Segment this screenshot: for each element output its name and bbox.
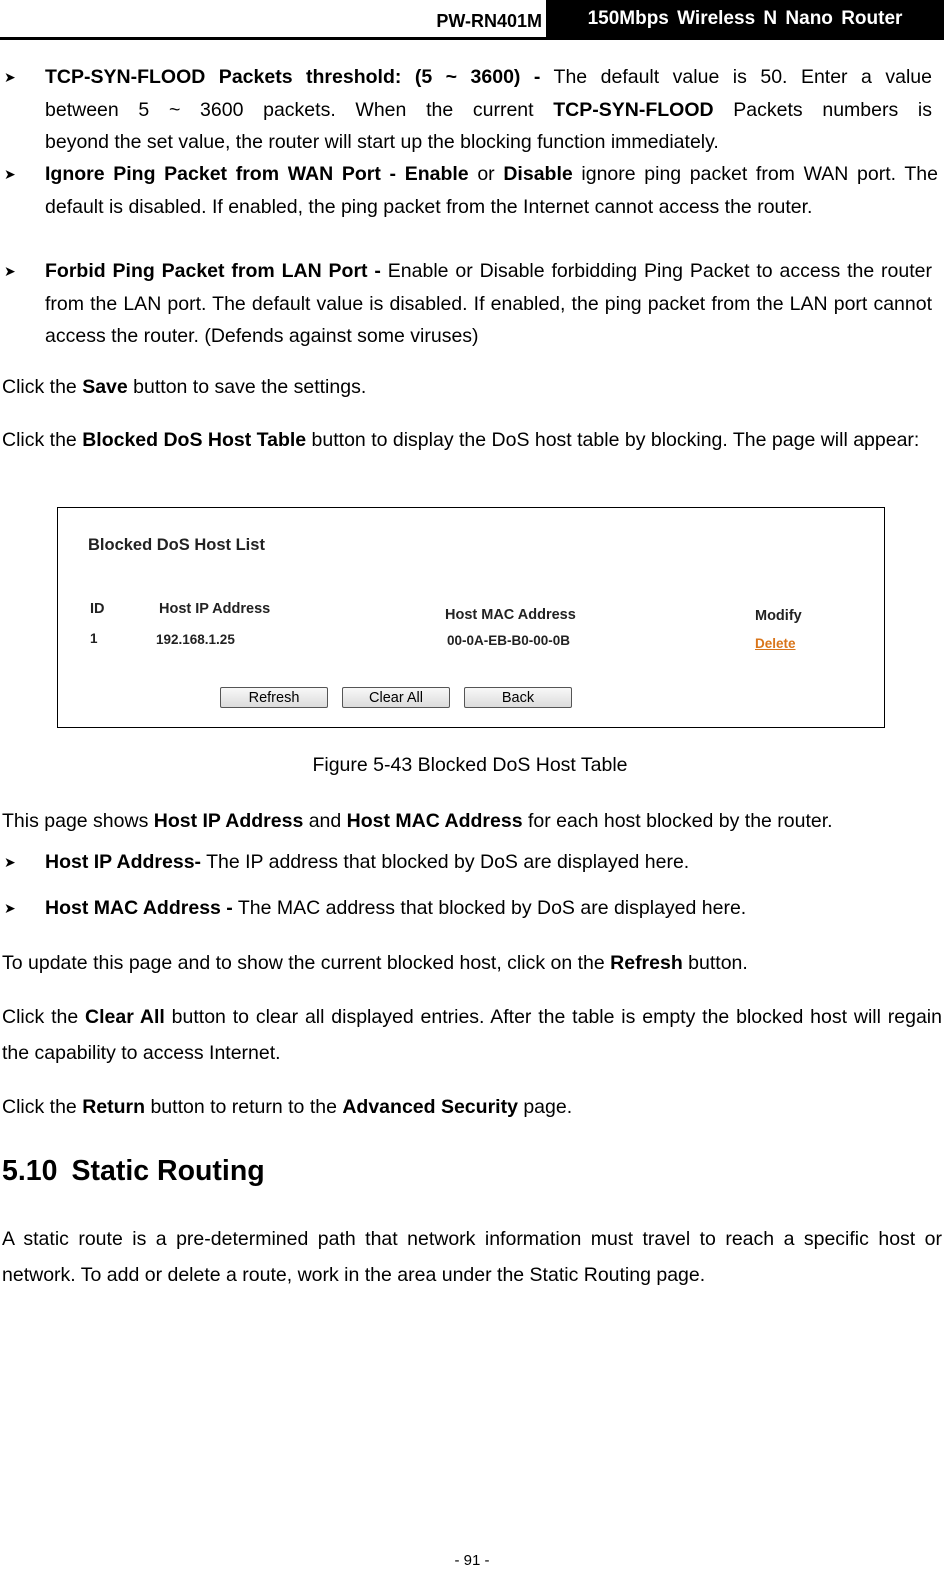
paragraph-refresh: To update this page and to show the current blocked host, click on the Refresh button. — [2, 952, 748, 974]
header-rule — [0, 37, 944, 40]
back-button[interactable]: Back — [464, 687, 572, 708]
paragraph-blocked-table: Click the Blocked DoS Host Table button to display the DoS host table by blocking. The page will appear: — [2, 429, 920, 451]
figure-caption: Figure 5-43 Blocked DoS Host Table — [312, 754, 628, 776]
bullet-forbid-ping-text: Forbid Ping Packet from LAN Port - Enable or Disable forbidding Ping Packet to access the router from the LAN port. The default value is disabled. If enabled, the ping packet from the LAN port cannot access the router. (Defends against some viruses) — [45, 260, 932, 347]
row-mac: 00-0A-EB-B0-00-0B — [447, 633, 571, 648]
header-model: PW-RN401M — [436, 11, 542, 31]
paragraph-shows: This page shows Host IP Address and Host MAC Address for each host blocked by the router. — [2, 810, 833, 832]
row-id: 1 — [90, 631, 98, 646]
arrowhead-bullet-icon: ➤ — [4, 166, 16, 182]
bullet-tcp-syn-text: TCP-SYN-FLOOD Packets threshold: (5 ~ 3600) - The default value is 50. Enter a value between 5 ~ 3600 packets. When the current TCP-SYN-FLOOD Packets numbers is beyond the set value, the router will start up the blocking function immediately. — [45, 66, 932, 153]
page-number: - 91 - — [454, 1552, 490, 1569]
col-header-id: ID — [90, 601, 105, 617]
bullet-host-ip-text: Host IP Address- The IP address that blocked by DoS are displayed here. — [45, 851, 690, 873]
arrowhead-bullet-icon: ➤ — [4, 900, 16, 916]
bullet-ignore-ping-text: Ignore Ping Packet from WAN Port - Enable or Disable ignore ping packet from WAN port. The default is disabled. If enabled, the ping packet from the Internet cannot access the router. — [45, 163, 938, 218]
col-header-modify: Modify — [755, 608, 802, 624]
arrowhead-bullet-icon: ➤ — [4, 69, 16, 85]
section-number: 5.10 — [2, 1155, 58, 1187]
paragraph-return: Click the Return button to return to the Advanced Security page. — [2, 1096, 573, 1118]
paragraph-static-routing: A static route is a pre-determined path that network information must travel to reach a specific host or network. To add or delete a route, work in the area under the Static Routing page. — [2, 1228, 942, 1286]
figure-title: Blocked DoS Host List — [88, 536, 265, 554]
delete-link[interactable]: Delete — [755, 636, 796, 651]
clear-all-button[interactable]: Clear All — [342, 687, 450, 708]
paragraph-clear-all: Click the Clear All button to clear all displayed entries. After the table is empty the blocked host will regain the capability to access Internet. — [2, 1006, 942, 1064]
arrowhead-bullet-icon: ➤ — [4, 263, 16, 279]
section-heading — [2, 1155, 265, 1188]
row-ip: 192.168.1.25 — [156, 632, 235, 647]
page-header — [0, 0, 944, 40]
section-title: Static Routing — [71, 1155, 265, 1187]
bullet-host-mac-text: Host MAC Address - The MAC address that blocked by DoS are displayed here. — [45, 897, 747, 919]
arrowhead-bullet-icon: ➤ — [4, 854, 16, 870]
col-header-ip: Host IP Address — [159, 601, 271, 617]
col-header-mac: Host MAC Address — [445, 607, 576, 623]
blocked-dos-host-list-figure — [57, 507, 885, 728]
refresh-button[interactable]: Refresh — [220, 687, 328, 708]
paragraph-save: Click the Save button to save the settings. — [2, 376, 367, 398]
header-product: 150Mbps Wireless N Nano Router — [546, 0, 944, 38]
